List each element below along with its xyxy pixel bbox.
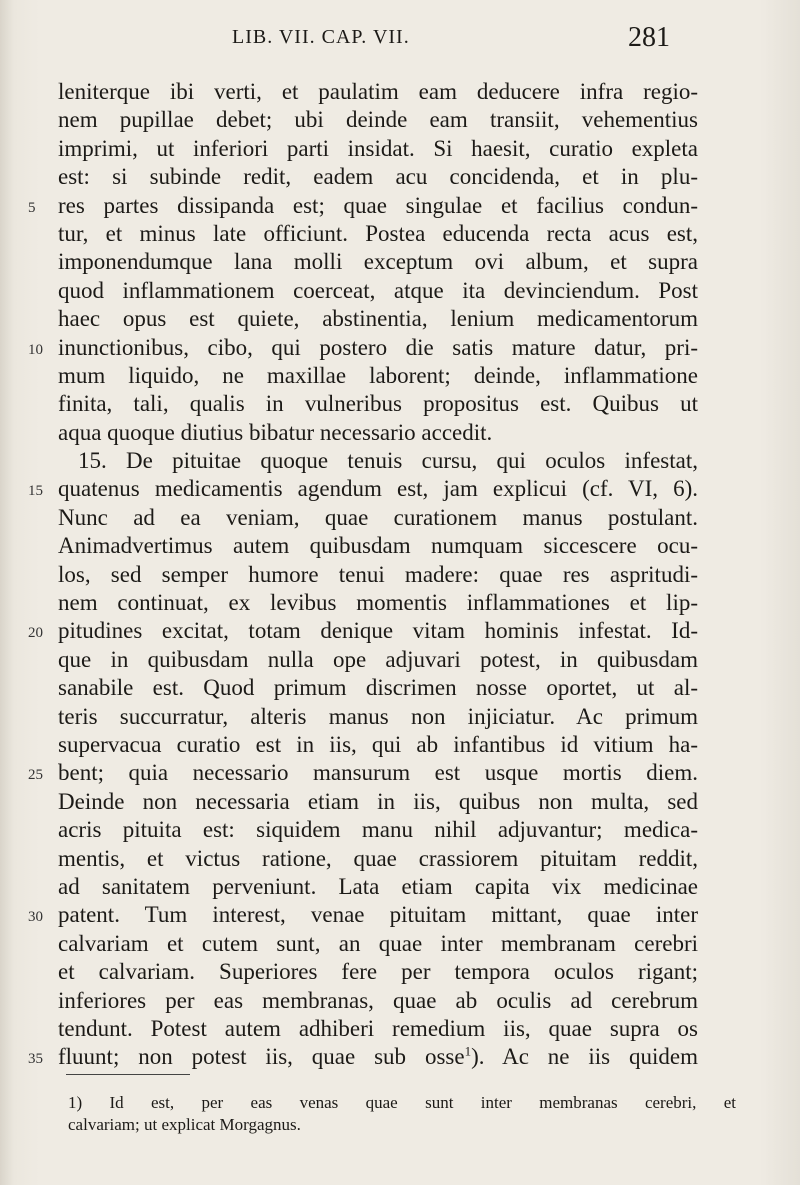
text-line bbox=[58, 362, 698, 390]
line-text: inferiores per eas membranas, quae ab oculis ad cerebrum bbox=[58, 987, 698, 1013]
line-text: haec opus est quiete, abstinentia, lenium medicamentorum bbox=[58, 306, 698, 332]
text-line bbox=[58, 532, 698, 560]
footnote-marker: 1 bbox=[464, 1043, 472, 1059]
text-line bbox=[58, 277, 698, 305]
text-line bbox=[58, 248, 698, 276]
line-text: Animadvertimus autem quibusdam numquam siccescere ocu- bbox=[58, 533, 698, 559]
line-text: ad sanitatem perveniunt. Lata etiam capita vix medicinae bbox=[58, 873, 698, 899]
line-text: et calvariam. Superiores fere per tempora oculos rigant; bbox=[58, 959, 698, 985]
line-text: nem continuat, ex levibus momentis inflammationes et lip- bbox=[58, 590, 698, 616]
line-text: mum liquido, ne maxillae laborent; deinde, inflammatione bbox=[58, 362, 698, 388]
line-text: inunctionibus, cibo, qui postero die satis mature datur, pri- bbox=[58, 334, 698, 360]
line-text: nem pupillae debet; ubi deinde eam transiit, vehementius bbox=[58, 107, 698, 133]
text-line bbox=[28, 759, 698, 787]
line-number: 20 bbox=[28, 625, 43, 642]
text-line bbox=[58, 1015, 698, 1043]
line-text: los, sed semper humore tenui madere: quae res aspritudi- bbox=[58, 561, 698, 587]
line-text: quod inflammationem coerceat, atque ita devinciendum. Post bbox=[58, 277, 698, 303]
line-text: Deinde non necessaria etiam in iis, quibus non multa, sed bbox=[58, 788, 698, 814]
line-number: 10 bbox=[28, 341, 43, 358]
line-number: 15 bbox=[28, 483, 43, 500]
text-line bbox=[58, 873, 698, 901]
text-line bbox=[28, 334, 698, 362]
text-line bbox=[58, 78, 698, 106]
text-line bbox=[58, 504, 698, 532]
footnote bbox=[68, 1092, 736, 1136]
line-text: patent. Tum interest, venae pituitam mittant, quae inter bbox=[58, 902, 698, 928]
text-line bbox=[28, 901, 698, 929]
page-header bbox=[0, 22, 800, 54]
line-text: bent; quia necessario mansurum est usque mortis diem. bbox=[58, 760, 698, 786]
text-line bbox=[58, 816, 698, 844]
line-text: leniterque ibi verti, et paulatim eam deducere infra regio- bbox=[58, 79, 698, 104]
text-line bbox=[58, 390, 698, 418]
line-text: sanabile est. Quod primum discrimen nosse oportet, ut al- bbox=[58, 675, 698, 701]
line-text: mentis, et victus ratione, quae crassiorem pituitam reddit, bbox=[58, 845, 698, 871]
text-line bbox=[58, 447, 698, 475]
footnote-rule bbox=[66, 1074, 190, 1075]
page-number: 281 bbox=[628, 22, 670, 53]
line-text: calvariam et cutem sunt, an quae inter membranam cerebri bbox=[58, 930, 698, 956]
line-text: imprimi, ut inferiori parti insidat. Si haesit, curatio expleta bbox=[58, 135, 698, 161]
footnote-line: calvariam; ut explicat Morgagnus. bbox=[68, 1115, 301, 1134]
text-line bbox=[58, 930, 698, 958]
text-line bbox=[58, 589, 698, 617]
line-text: imponendumque lana molli exceptum ovi album, et supra bbox=[58, 249, 698, 275]
text-line bbox=[58, 305, 698, 333]
text-line bbox=[28, 192, 698, 220]
line-number: 30 bbox=[28, 909, 43, 926]
line-text: finita, tali, qualis in vulneribus propositus est. Quibus ut bbox=[58, 391, 698, 417]
line-text: aqua quoque diutius bibatur necessario accedit. bbox=[58, 419, 493, 445]
line-text: teris succurratur, alteris manus non injiciatur. Ac primum bbox=[58, 703, 698, 729]
text-line bbox=[58, 731, 698, 759]
text-line bbox=[58, 106, 698, 134]
line-text: quatenus medicamentis agendum est, jam explicui (cf. VI, 6). bbox=[58, 476, 698, 502]
text-line bbox=[28, 475, 698, 503]
text-line bbox=[28, 617, 698, 645]
line-number: 25 bbox=[28, 767, 43, 784]
line-text: est: si subinde redit, eadem acu concidenda, et in plu- bbox=[58, 164, 698, 190]
footnote-line: 1) Id est, per eas venas quae sunt inter membranas cerebri, et bbox=[68, 1093, 736, 1112]
line-text-tail: ). Ac ne iis quidem bbox=[471, 1044, 698, 1070]
running-head: LIB. VII. CAP. VII. bbox=[232, 26, 410, 48]
line-text: acris pituita est: siquidem manu nihil adjuvantur; medica- bbox=[58, 817, 698, 843]
line-text: res partes dissipanda est; quae singulae et facilius condun- bbox=[58, 192, 698, 218]
text-line bbox=[58, 135, 698, 163]
line-text: que in quibusdam nulla ope adjuvari potest, in quibusdam bbox=[58, 646, 698, 672]
body-text bbox=[28, 78, 698, 1072]
line-text: tur, et minus late officiunt. Postea educenda recta acus est, bbox=[58, 220, 698, 246]
text-line bbox=[28, 1043, 698, 1071]
text-line bbox=[58, 703, 698, 731]
line-text: 15. De pituitae quoque tenuis cursu, qui oculos infestat, bbox=[78, 448, 698, 474]
text-line bbox=[58, 674, 698, 702]
text-line bbox=[58, 845, 698, 873]
line-number: 5 bbox=[28, 199, 36, 216]
text-line bbox=[58, 788, 698, 816]
text-line bbox=[58, 646, 698, 674]
line-text: pitudines excitat, totam denique vitam hominis infestat. Id- bbox=[58, 618, 698, 644]
text-line bbox=[58, 419, 698, 447]
line-text: tendunt. Potest autem adhiberi remedium iis, quae supra os bbox=[58, 1015, 698, 1041]
line-text: fluunt; non potest iis, quae sub osse bbox=[58, 1044, 465, 1070]
text-line bbox=[58, 561, 698, 589]
line-text: Nunc ad ea veniam, quae curationem manus postulant. bbox=[58, 504, 698, 530]
line-text: supervacua curatio est in iis, qui ab infantibus id vitium ha- bbox=[58, 731, 698, 757]
text-line bbox=[58, 958, 698, 986]
text-line bbox=[58, 163, 698, 191]
line-number: 35 bbox=[28, 1051, 43, 1068]
text-line bbox=[58, 220, 698, 248]
text-line bbox=[58, 987, 698, 1015]
